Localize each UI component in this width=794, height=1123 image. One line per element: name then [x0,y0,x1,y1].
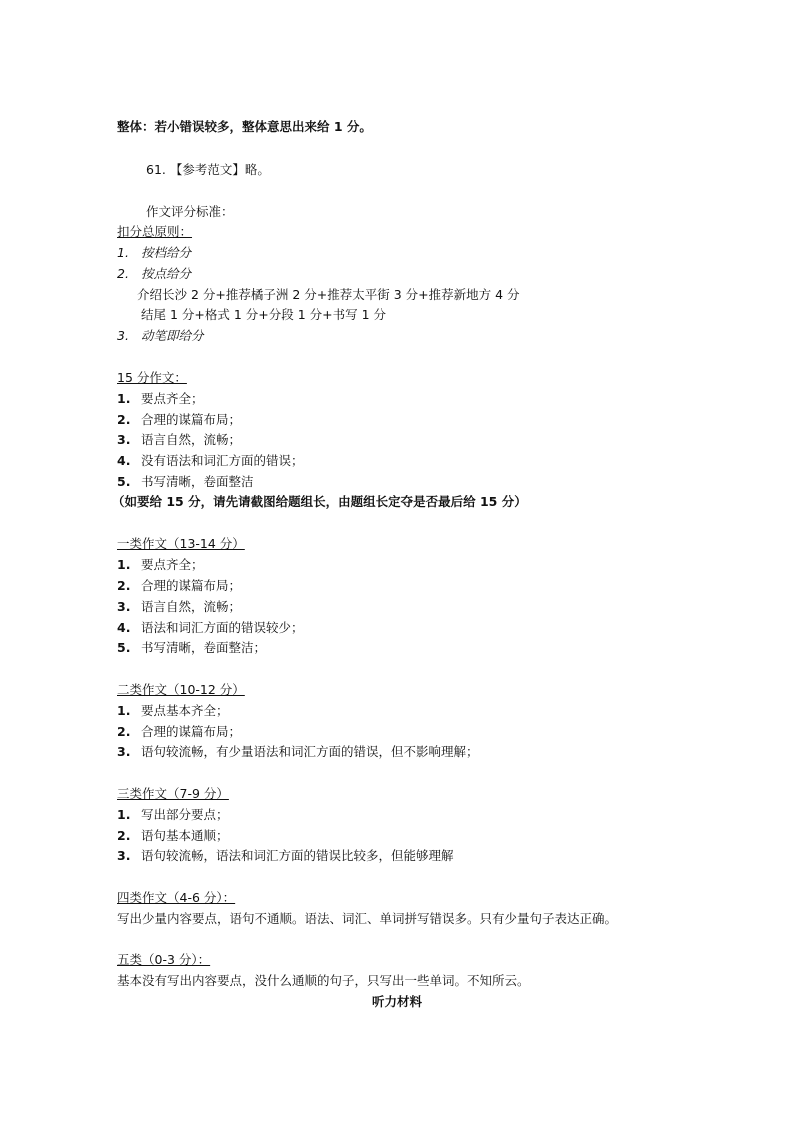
point-line-2: 结尾 1 分+格式 1 分+分段 1 分+书写 1 分 [141,307,387,322]
overall-note: 整体：若小错误较多，整体意思出来给 1 分。 [117,119,372,134]
class1-item: 3. 语言自然，流畅； [117,599,242,614]
full-item: 1. 要点齐全； [117,391,204,406]
class3-item: 3. 语句较流畅，语法和词汇方面的错误比较多，但能够理解 [117,848,454,863]
standard-title: 作文评分标准： [146,204,234,219]
class2-item: 2. 合理的谋篇布局； [117,724,242,739]
full-item: 3. 语言自然，流畅； [117,432,242,447]
class3-item: 1. 写出部分要点； [117,807,229,822]
listening-heading: 听力材料 [371,994,422,1009]
class2-item: 3. 语句较流畅，有少量语法和词汇方面的错误，但不影响理解； [117,744,479,759]
essay-reference: 61. 【参考范文】略。 [146,162,270,177]
full-score-note: （如要给 15 分，请先请截图给题组长，由题组长定夺是否最后给 15 分） [112,494,527,509]
class3-title: 三类作文（7-9 分） [117,786,229,801]
deduction-item-3: 3. 动笔即给分 [117,328,204,343]
class1-item: 2. 合理的谋篇布局； [117,578,242,593]
class1-title: 一类作文（13-14 分） [117,536,245,551]
class3-item: 2. 语句基本通顺； [117,828,229,843]
class2-item: 1. 要点基本齐全； [117,703,229,718]
class5-title: 五类（0-3 分）： [117,952,211,967]
full-item: 4. 没有语法和词汇方面的错误； [117,453,304,468]
class1-item: 5. 书写清晰，卷面整洁； [117,640,267,655]
deduction-item-1: 1. 按档给分 [117,245,192,260]
full-item: 2. 合理的谋篇布局； [117,412,242,427]
full-score-title: 15 分作文： [117,370,187,385]
deduction-title: 扣分总原则： [117,224,193,239]
class2-title: 二类作文（10-12 分） [117,682,245,697]
class5-text: 基本没有写出内容要点，没什么通顺的句子，只写出一些单词。不知所云。 [117,973,530,988]
class1-item: 4. 语法和词汇方面的错误较少； [117,620,304,635]
class4-title: 四类作文（4-6 分）： [117,890,236,905]
point-line-1: 介绍长沙 2 分+推荐橘子洲 2 分+推荐太平街 3 分+推荐新地方 4 分 [137,287,520,302]
deduction-item-2: 2. 按点给分 [117,266,192,281]
class1-item: 1. 要点齐全； [117,557,204,572]
full-item: 5. 书写清晰，卷面整洁 [117,474,254,489]
class4-text: 写出少量内容要点，语句不通顺。语法、词汇、单词拼写错误多。只有少量句子表达正确。 [117,911,618,926]
